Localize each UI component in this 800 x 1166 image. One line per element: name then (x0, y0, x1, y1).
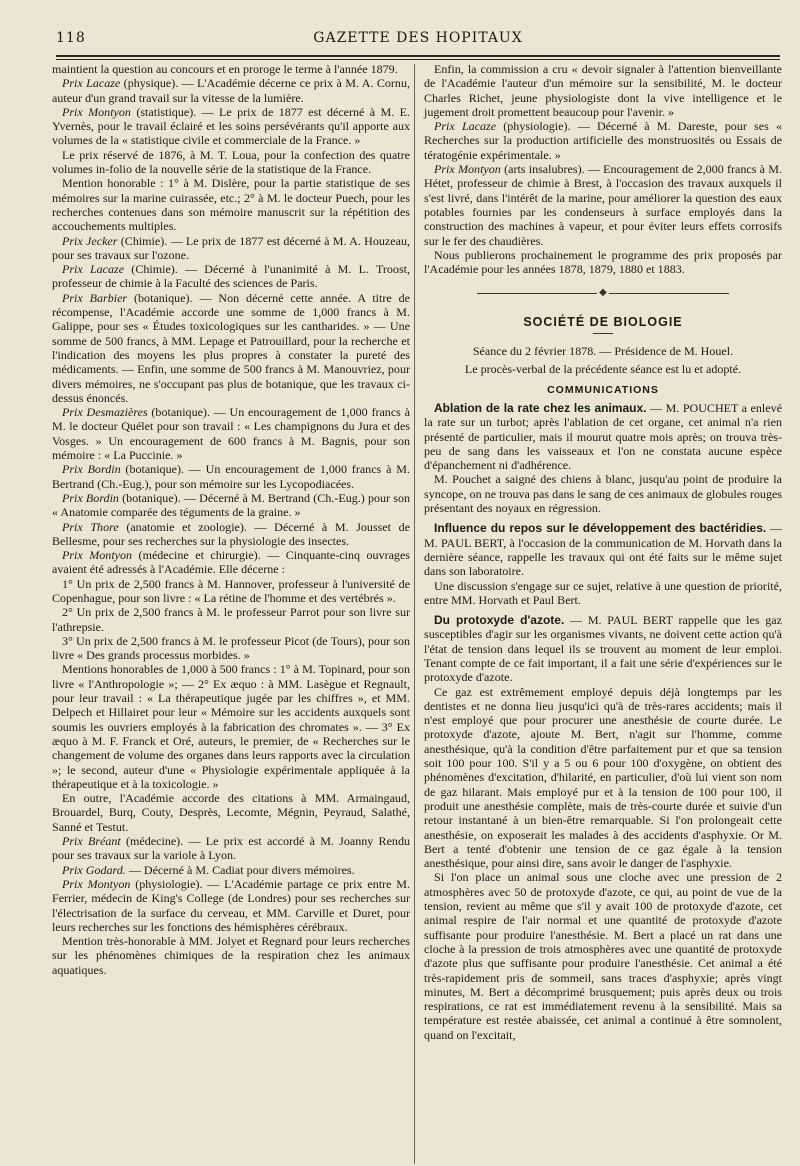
paragraph (424, 401, 782, 472)
prize-name: Prix Godard. (62, 862, 126, 877)
left-column (52, 62, 410, 977)
prize-name: Prix Jecker (62, 233, 118, 248)
paragraph-text: (médecine). — Le prix est accordé à M. Joanny Rendu pour ses travaux sur la variole à Lyon. (52, 834, 410, 863)
paragraph (52, 105, 410, 148)
prize-name: Prix Bordin (62, 490, 119, 505)
paragraph (52, 863, 410, 877)
paragraph-text: (Chimie). — Le prix de 1877 est décerné à M. A. Houzeau, pour ses travaux sur l'ozone. (52, 233, 410, 262)
paragraph-text: (statistique). — Le prix de 1877 est décerné à M. E. Yvernès, pour le travail éclairé et les soins persévérants qu'il apporte aux volumes de la « statistique civile et commerciale de la France. » (52, 104, 410, 148)
paragraph-text: (physiologie). — Décerné à M. Dareste, pour ses « Recherches sur la production artificielle des monstruosités ou Essais de tératogénie expérimentale. » (424, 119, 782, 162)
paragraph (52, 877, 410, 934)
paragraph (52, 405, 410, 462)
minutes-line: Le procès-verbal de la précédente séance est lu et adopté. (464, 362, 742, 377)
prize-name: Prix Montyon (62, 876, 131, 891)
paragraph-text: — M. PAUL BERT rappelle que les gaz susceptibles d'agir sur les organismes vivants, ne doivent cette action qu'à l'état de tension dans lequel ils se trouvent au moment de leur emploi. Tenant compte de ce fait important, il a fait une série d'expériences sur le protoxyde d'azote. (424, 613, 782, 685)
paragraph: 3° Un prix de 2,500 francs à M. le professeur Picot (de Tours), pour son livre « Des grands processus morbides. » (52, 633, 410, 663)
paragraph: Nous publierons prochainement le programme des prix proposés par l'Académie pour les années 1878, 1879, 1880 et 1883. (424, 247, 782, 277)
paragraph-text: (botanique). — Un encouragement de 1,000 francs à M. le docteur Quélet pour son travail : « Les champignons du Jura et des Vosges. » Un encouragement de 600 francs à M. Bagnis, pour son mémoire : « La Puccinie. » (52, 405, 410, 463)
header-rule-thin (56, 59, 780, 60)
prize-name: Prix Lacaze (62, 76, 121, 91)
paragraph (52, 548, 410, 577)
paragraph: En outre, l'Académie accorde des citations à MM. Armaingaud, Brouardel, Burq, Couty, Desprès, Lecomte, Mégnin, Peyraud, Salathé, Sanné et Testut. (52, 791, 410, 834)
prize-name: Prix Lacaze (434, 119, 497, 134)
column-divider (414, 64, 415, 1164)
prize-name: Prix Desmazières (62, 405, 148, 420)
paragraph-text: (botanique). — Décerné à M. Bertrand (Ch.-Eug.) pour son « Anatomie comparée des téguments de la graine. » (52, 490, 411, 520)
prize-name: Prix Barbier (62, 290, 128, 305)
prize-name: Prix Bordin (62, 462, 121, 477)
paragraph (52, 520, 410, 549)
page-header (56, 30, 780, 52)
paragraph: Si l'on place un animal sous une cloche avec une pression de 2 atmosphères avec 50 de protoxyde d'azote, ce qui, au point de vue de la tension, revient au même que s'il y avait 100 de protoxyde d'azote, cet animal respire de l'air normal et une quantité de protoxyde d'azote suffisante pour produire l'anesthésie. M. Bert a placé un rat dans une cloche à la pression de trois atmosphères avec une quantité de protoxyde d'azote plus que suffisante pour produire l'anesthésie. Cet animal a été très-rapidement pris de sommeil, sans traces d'asphyxie; après vingt minutes, M. Bert a décomprimé brusquement; puis après deux ou trois respirations, ce rat est immédiatement revenu à la sensibilité. Mais sa température est restée abaissée, cet animal a continué à être somnolent, quand on l'excitait, (424, 870, 782, 1042)
paragraph: Mention honorable : 1° à M. Dislère, pour la partie statistique de ses mémoires sur la marine cuirassée, etc.; 2° à M. le docteur Puech, pour les recherches contenues dans son mémoire manuscrit sur la répétition des accouchements multiples. (52, 176, 410, 234)
session-line: Séance du 2 février 1878. — Présidence de M. Houel. (472, 344, 734, 359)
prize-name: Prix Montyon (62, 104, 131, 119)
prize-name: Prix Montyon (62, 548, 133, 563)
paragraph-text: (Chimie). — Décerné à l'unanimité à M. L. Troost, professeur de chimie à la Faculté des sciences de Paris. (52, 262, 410, 291)
paragraph (424, 613, 782, 684)
paragraph-text: (arts insalubres). — Encouragement de 2,000 francs à M. Hétet, professeur de chimie à Brest, à l'occasion des travaux auxquels il s'est livré, dans l'intérêt de la marine, pour améliorer la question des eaux potables fournies par les condenseurs à surface employés dans la construction des machines à vapeur, et pour éviter leurs effets corrosifs sur le fer des chaudières. (424, 162, 783, 248)
paragraph-text: (anatomie et zoologie). — Décerné à M. Jousset de Bellesme, pour ses recherches sur la physiologie des insectes. (52, 519, 411, 548)
page-number: 118 (56, 30, 86, 46)
paragraph (52, 291, 410, 405)
paragraph-text: (botanique). — Non décerné cette année. A titre de récompense, l'Académie accorde une somme de 1,000 francs à M. Galippe, pour ses « Études toxicologiques sur les cantharides. » — Une somme de 500 francs, à MM. Lepage et Patrouillard, pour la recherche et l'indication des moyens les plus propres à constater la pureté des médicaments. — Enfin, une somme de 500 francs à M. Manouvriez, pour divers mémoires, ne s'occupant pas plus de botanique, que les travaux ci-dessus énoncés. (52, 290, 410, 405)
paragraph: 1° Un prix de 2,500 francs à M. Hannover, professeur à l'université de Copenhague, pour son livre : « La rétine de l'homme et des vertébrés ». (52, 576, 410, 605)
paragraph-text: (physiologie). — L'Académie partage ce prix entre M. Ferrier, médecin de King's College (de Londres) pour ses recherches sur l'électrisation de la surface du cerveau, et MM. Carville et Duret, pour leurs recherches sur les fonctions des hémisphères cérébraux. (52, 876, 410, 934)
communications-heading: COMMUNICATIONS (547, 383, 659, 396)
communication-title: Du protoxyde d'azote. (434, 613, 565, 628)
title-rule (593, 333, 613, 334)
header-rule-thick (56, 55, 780, 57)
paragraph (52, 491, 410, 520)
paragraph-text: (physique). — L'Académie décerne ce prix à M. A. Cornu, auteur d'un grand travail sur la vitesse de la lumière. (52, 76, 410, 105)
paragraph: Ce gaz est extrêmement employé depuis déjà longtemps par les dentistes et ne donna lieu jusqu'ici qu'à de très-rares accidents; mais il n'est employé que pour procurer une anesthésie de courte durée. Le protoxyde d'azote, ajoute M. Bert, n'agit sur l'homme, comme anesthésique, qu'à la condition d'être parfaitement pur et que sa tension soit 100 pour 100. S'il y a 5 ou 6 pour 100 d'oxygène, on obtient des phénomènes d'excitation, d'hilarité, en particulier, d'où lui vient son nom de gaz hilarant. Mais employé pur et à la tension de 100 pour 100, il produit une anesthésie complète, mais de très-courte durée et suivie d'un retour instantané à un bien-être remarquable. Si l'on prolongeait cette anesthésie, on exposerait les malades à des accidents d'asphyxie. Or M. Bert a tenté d'obtenir une tension de ce gaz égale à la tension anesthésique, pour ainsi dire, sans avoir le danger de l'asphyxie. (424, 684, 782, 871)
paragraph: Le prix réservé de 1876, à M. T. Loua, pour la confection des quatre volumes in-folio de la nouvelle série de la statistique de la France. (52, 147, 410, 177)
paragraph (52, 462, 410, 491)
prize-name: Prix Lacaze (62, 262, 125, 277)
paragraph (424, 162, 782, 248)
communication-title: Ablation de la rate chez les animaux. (434, 400, 647, 415)
paragraph: Mentions honorables de 1,000 à 500 francs : 1° à M. Topinard, pour son livre « l'Anthropologie »; — 2° Ex æquo : à MM. Lasègue et Regnault, pour leur travail : « La thérapeutique jugée par les chiffres », et MM. Delpech et Hillairet pour leur « Mémoire sur les accidents auxquels sont soumis les ouvriers employés à la fabrication des chromates ». — 3° Ex æquo à M. F. Franck et Oré, auteurs, le premier, de « Recherches sur le changement de volume des organes dans leurs rapports avec la circulation »; le second, auteur d'une « Physiologie expérimentale appliquée à la thérapeutique et à la toxicologie. » (52, 662, 410, 791)
communication-title: Influence du repos sur le développement des bactéridies. (434, 521, 767, 536)
paragraph: Mention très-honorable à MM. Jolyet et Regnard pour leurs recherches sur les phénomènes chimiques de la respiration chez les animaux aquatiques. (52, 934, 410, 977)
prize-name: Prix Montyon (434, 162, 501, 177)
paragraph: M. Pouchet a saigné des chiens à blanc, jusqu'au point de produire la syncope, on ne trouva pas dans le sang de ces animaux de globules rouges présentant des noyaux en régression. (424, 472, 782, 516)
section-title: SOCIÉTÉ DE BIOLOGIE (523, 314, 683, 329)
prize-name: Prix Thore (62, 519, 119, 534)
paragraph (52, 76, 410, 105)
paragraph: Une discussion s'engage sur ce sujet, relative à une question de priorité, entre MM. Horvath et Paul Bert. (424, 578, 782, 607)
prize-name: Prix Bréant (62, 834, 121, 849)
paragraph (52, 234, 410, 263)
right-column (424, 62, 782, 1042)
paragraph-text: — M. PAUL BERT, à l'occasion de la communication de M. Horvath dans la dernière séance, rappelle les travaux qui ont été faits sur le même sujet dans son laboratoire. (424, 521, 782, 579)
paragraph: 2° Un prix de 2,500 francs à M. le professeur Parrot pour son livre sur l'athrepsie. (52, 605, 410, 634)
paragraph-text: — M. POUCHET a enlevé la rate sur un turbot; après l'ablation de cet organe, cet animal n'a rien présenté de particulier, mais il mourut quatre mois après; on trouva très-peu de sang dans les vaisseaux et l'on ne constata aucune espèce d'épanchement ni d'adhérence. (424, 400, 782, 473)
paragraph: Enfin, la commission a cru « devoir signaler à l'attention bienveillante de l'Académie l'auteur d'un mémoire sur la sensibilité, M. le docteur Charles Richet, jeune physiologiste dont la vive intelligence et le jugement droit promettent beaucoup pour l'avenir. » (424, 62, 782, 119)
journal-title: GAZETTE DES HOPITAUX (313, 30, 523, 46)
paragraph-text: (botanique). — Un encouragement de 1,000 francs à M. Bertrand (Ch.-Eug.), pour son mémoire sur les Lycopodiacées. (52, 462, 410, 491)
paragraph (52, 262, 410, 291)
paragraph (52, 834, 410, 863)
paragraph-text: (médecine et chirurgie). — Cinquante-cinq ouvrages avaient été adressés à l'Académie. Elle décerne : (52, 548, 410, 577)
paragraph: maintient la question au concours et en proroge le terme à l'année 1879. (52, 62, 398, 76)
paragraph (424, 521, 782, 578)
paragraph (424, 119, 782, 162)
paragraph-text: — Décerné à M. Cadiat pour divers mémoires. (125, 862, 355, 877)
section-separator: ◆ (424, 286, 782, 300)
